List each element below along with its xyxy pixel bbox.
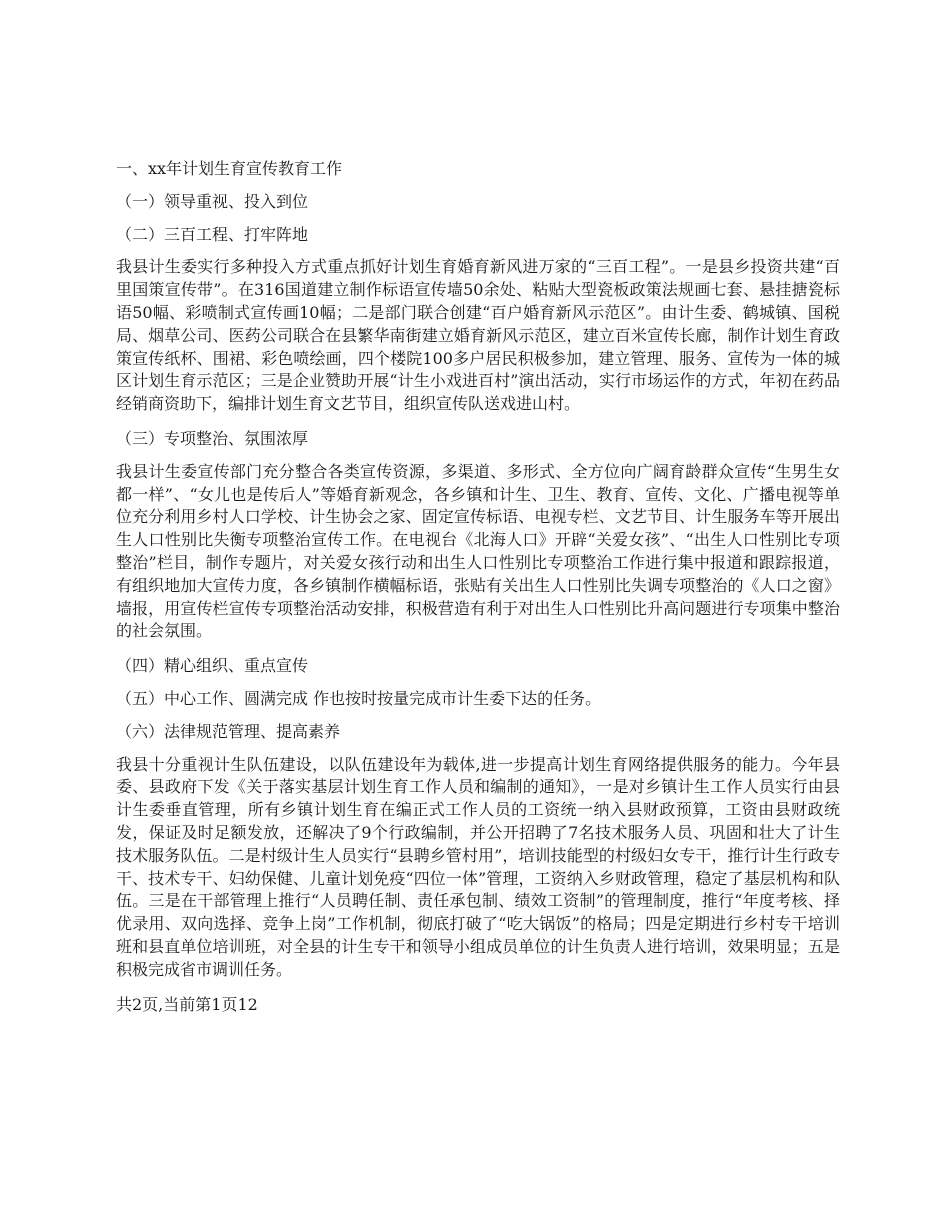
paragraph-2: 我县计生委宣传部门充分整合各类宣传资源，多渠道、多形式、全方位向广阔育龄群众宣传“生男生女都一样”、“女儿也是传后人”等婚育新观念，各乡镇和计生、卫生、教育、宣传、文化、广播电视等单位充分利用乡村人口学校、计生协会之家、固定宣传标语、电视专栏、文艺节目、计生服务车等开展出生人口性别比失衡专项整治宣传工作。在电视台《北海人口》开辟“关爱女孩”、“出生人口性别比专项整治”栏目，制作专题片，对关爱女孩行动和出生人口性别比专项整治工作进行集中报道和跟踪报道，有组织地加大宣传力度，各乡镇制作横幅标语，张贴有关出生人口性别比失调专项整治的《人口之窗》墙报，用宣传栏宣传专项整治活动安排，积极营造有利于对出生人口性别比升高问题进行专项集中整治的社会氛围。 [116,461,840,641]
document-title: 一、xx年计划生育宣传教育工作 [116,159,343,178]
section-heading-2: （二）三百工程、打牢阵地 [116,224,309,244]
section-heading-3: （三）专项整治、氛围浓厚 [116,428,309,448]
section-heading-6: （六）法律规范管理、提高素养 [116,721,341,741]
paragraph-3: 我县十分重视计生队伍建设，以队伍建设年为载体,进一步提高计划生育网络提供服务的能力。今年县委、县政府下发《关于落实基层计划生育工作人员和编制的通知》，一是对乡镇计生工作人员实行由县计生委垂直管理，所有乡镇计划生育在编正式工作人员的工资统一纳入县财政预算，工资由县财政统发，保证及时足额发放，还解决了9个行政编制，并公开招聘了7名技术服务人员、巩固和壮大了计生技术服务队伍。二是村级计生人员实行“县聘乡管村用”，培训技能型的村级妇女专干，推行计生行政专干、技术专干、妇幼保健、儿童计划免疫“四位一体”管理，工资纳入乡财政管理，稳定了基层机构和队伍。三是在干部管理上推行“人员聘任制、责任承包制、绩效工资制”的管理制度，推行“年度考核、择优录用、双向选择、竞争上岗”工作机制，彻底打破了“吃大锅饭”的格局；四是定期进行乡村专干培训班和县直单位培训班，对全县的计生专干和领导小组成员单位的计生负责人进行培训，效果明显；五是积极完成省市调训任务。 [116,754,840,979]
paragraph-1: 我县计生委实行多种投入方式重点抓好计划生育婚育新风进万家的“三百工程”。一是县乡投资共建“百里国策宣传带”。在316国道建立制作标语宣传墙50余处、粘贴大型瓷板政策法规画七套、悬挂搪瓷标语50幅、彩喷制式宣传画10幅；二是部门联合创建“百户婚育新风示范区”。由计生委、鹤城镇、国税局、烟草公司、医药公司联合在县繁华南街建立婚育新风示范区，建立百米宣传长廊，制作计划生育政策宣传纸杯、围裙、彩色喷绘画，四个楼院100多户居民积极参加，建立管理、服务、宣传为一体的城区计划生育示范区；三是企业赞助开展“计生小戏进百村”演出活动，实行市场运作的方式，年初在药品经销商资助下，编排计划生育文艺节目，组织宣传队送戏进山村。 [116,257,840,414]
document-page [116,158,840,1016]
page-footer: 共2页,当前第1页12 [116,994,258,1014]
section-heading-5: （五）中心工作、圆满完成 作也按时按量完成市计生委下达的任务。 [116,688,602,708]
section-heading-4: （四）精心组织、重点宣传 [116,656,309,676]
section-heading-1: （一）领导重视、投入到位 [116,191,309,211]
